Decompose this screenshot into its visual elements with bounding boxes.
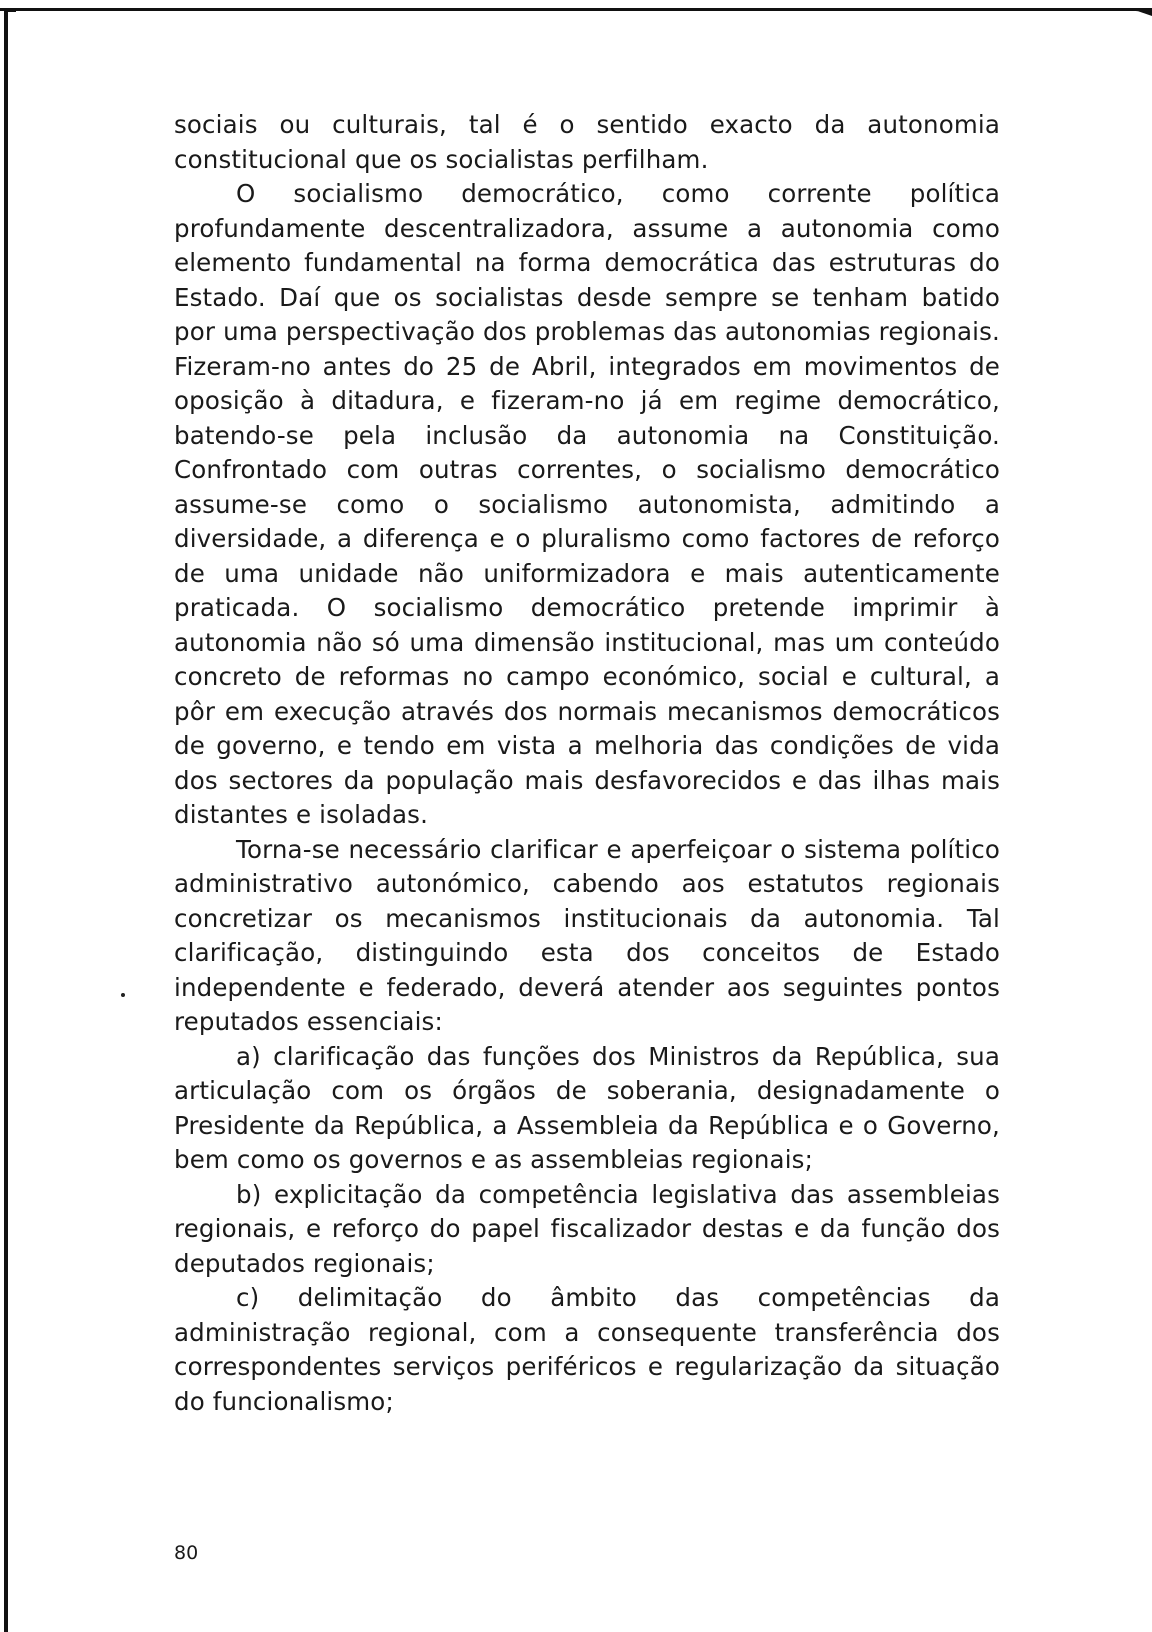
list-item-a: a) clarificação das funções dos Ministros da República, sua articulação com os órgãos de soberania, designadamente o Presidente da República, a Assembleia da República e o Governo, bem como os governos e as assembleias regionais; — [174, 1041, 1000, 1174]
page-number: 80 — [174, 1542, 199, 1564]
stray-mark — [121, 993, 125, 997]
body-text — [174, 108, 1000, 1419]
left-scan-edge — [4, 8, 8, 1632]
paragraph-clarificar-sistema: Torna-se necessário clarificar e aperfeiçoar o sistema político administrativo autonómico, cabendo aos estatutos regionais concretizar os mecanismos institucionais da autonomia. Tal clarificação, distinguindo esta dos conceitos de Estado independente e federado, deverá atender aos seguintes pontos reputados essenciais: — [174, 834, 1000, 1036]
list-item-b: b) explicitação da competência legislativa das assembleias regionais, e reforço do papel fiscalizador destas e da função dos deputados regionais; — [174, 1179, 1000, 1278]
paragraph-socialismo-democratico: O socialismo democrático, como corrente política profundamente descentralizadora, assume a autonomia como elemento fundamental na forma democrática das estruturas do Estado. Daí que os socialistas desde sempre se tenham batido por uma perspectivação dos problemas das autonomias regionais. Fizeram-no antes do 25 de Abril, integrados em movimentos de oposição à ditadura, e fizeram-no já em regime democrático, batendo-se pela inclusão da autonomia na Constituição. Confrontado com outras correntes, o socialismo democrático assume-se como o socialismo autonomista, admitindo a diversidade, a diferença e o pluralismo como factores de reforço de uma unidade não uniformizadora e mais autenticamente praticada. O socialismo democrático pretende imprimir à autonomia não só uma dimensão institucional, mas um conteúdo concreto de reformas no campo económico, social e cultural, a pôr em execução através dos normais mecanismos democráticos de governo, e tendo em vista a melhoria das condições de vida dos sectores da população mais desfavorecidos e das ilhas mais distantes e isoladas. — [174, 179, 1000, 829]
paragraph-continuation: sociais ou culturais, tal é o sentido exacto da autonomia constitucional que os socialistas perfilham. — [174, 110, 1000, 174]
top-scan-edge — [0, 8, 1152, 11]
list-item-c: c) delimitação do âmbito das competências da administração regional, com a consequente transferência dos correspondentes serviços periféricos e regularização da situação do funcionalismo; — [174, 1283, 1000, 1416]
left-scan-edge-hook — [4, 8, 16, 12]
